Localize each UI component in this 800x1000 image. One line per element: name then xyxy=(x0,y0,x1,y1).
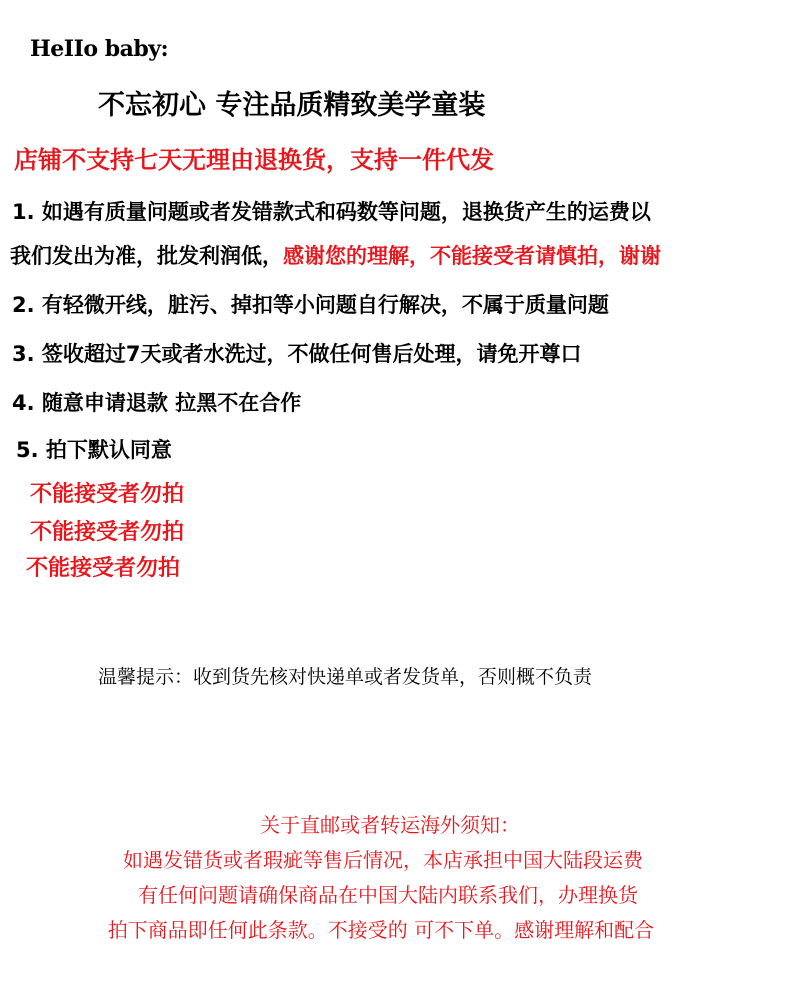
brand-slogan: 不忘初心 专注品质精致美学童装 xyxy=(98,90,486,121)
rule-3-text: 3. 签收超过7天或者水洗过，不做任何售后处理，请免开尊口 xyxy=(12,342,582,366)
overseas-notice-line: 有任何问题请确保商品在中国大陆内联系我们，办理换货 xyxy=(138,883,638,907)
return-policy-headline: 店铺不支持七天无理由退换货，支持一件代发 xyxy=(14,146,494,174)
delivery-reminder: 温馨提示：收到货先核对快递单或者发货单，否则概不负责 xyxy=(98,666,593,688)
warning-line: 不能接受者勿拍 xyxy=(26,556,181,581)
rule-5-text: 5. 拍下默认同意 xyxy=(16,438,172,462)
overseas-notice-line: 拍下商品即任何此条款。不接受的 可不下单。感谢理解和配合 xyxy=(107,918,655,942)
rule-2-text: 2. 有轻微开线，脏污、掉扣等小问题自行解决，不属于质量问题 xyxy=(12,293,609,317)
overseas-notice-line: 如遇发错货或者瑕疵等售后情况，本店承担中国大陆段运费 xyxy=(123,848,643,872)
rule-4-text: 4. 随意申请退款 拉黑不在合作 xyxy=(12,391,302,415)
warning-line: 不能接受者勿拍 xyxy=(30,520,185,545)
overseas-notice-title: 关于直邮或者转运海外须知： xyxy=(260,813,520,837)
rule-1-continuation-red: 感谢您的理解，不能接受者请慎拍，谢谢 xyxy=(283,244,661,268)
rule-1-continuation xyxy=(10,246,661,267)
rule-1-text: 1. 如遇有质量问题或者发错款式和码数等问题，退换货产生的运费以 xyxy=(12,200,651,224)
greeting-text: HeIIo baby: xyxy=(30,36,169,62)
rule-1-continuation-black: 我们发出为准，批发利润低， xyxy=(10,244,283,268)
warning-line: 不能接受者勿拍 xyxy=(30,482,185,507)
